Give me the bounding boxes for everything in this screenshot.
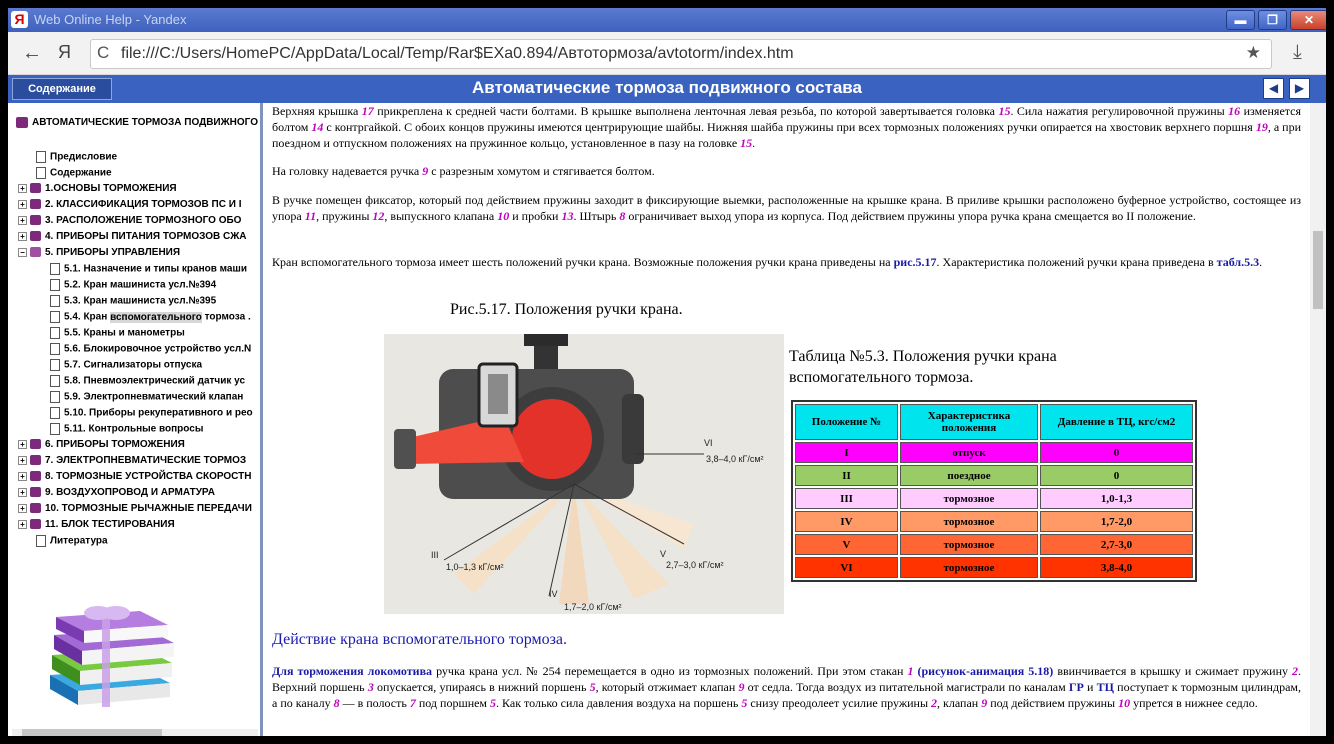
expand-icon[interactable]: + — [18, 232, 27, 241]
tree-item-5-9[interactable]: 5.9. Электропневматический клапан — [50, 391, 243, 407]
book-icon — [30, 471, 41, 481]
expand-icon[interactable]: + — [18, 200, 27, 209]
page-icon — [36, 535, 46, 547]
link-table-5-3[interactable]: табл.5.3 — [1216, 255, 1260, 269]
paragraph-4: Кран вспомогательного тормоза имеет шесть положений ручки крана. Возможные положения ручки крана приведены на рис.5.17. Характеристика положений ручки крана приведена в табл.5.3. — [272, 255, 1263, 269]
page-icon — [50, 407, 60, 419]
collapse-icon[interactable]: − — [18, 248, 27, 257]
sidebar-horizontal-scrollbar[interactable] — [12, 729, 258, 736]
link-tc[interactable]: ТЦ — [1096, 680, 1114, 694]
page-title: Автоматические тормоза подвижного состава — [472, 78, 862, 97]
tree-item-5-7[interactable]: 5.7. Сигнализаторы отпуска — [50, 359, 202, 375]
link-gr[interactable]: ГР — [1068, 680, 1084, 694]
tree-item-ch4[interactable]: + 4. ПРИБОРЫ ПИТАНИЯ ТОРМОЗОВ СЖА — [18, 231, 247, 247]
crane-illustration — [384, 334, 784, 614]
table-row: II поездное 0 — [795, 465, 1193, 486]
header-position: Положение № — [795, 404, 898, 440]
book-icon — [30, 231, 41, 241]
page-icon — [50, 423, 60, 435]
paragraph-3: В ручке помещен фиксатор, который под действием пружины заходит в фиксирующие выемки, расположенные на крышке крана. В приливе крышки расположено буферное устройство, состоящее из упора 11, пружины 12, выпускного клапана 10 и пробки 13. Штырь 8 ограничивает выход упора из корпуса. Под действием пружины упора ручка крана смещается во II положение. — [272, 193, 1301, 223]
tree-item-ch7[interactable]: + 7. ЭЛЕКТРОПНЕВМАТИЧЕСКИЕ ТОРМОЗ — [18, 455, 246, 471]
table-row: I отпуск 0 — [795, 442, 1193, 463]
page-icon — [50, 327, 60, 339]
tree-item-ch11[interactable]: + 11. БЛОК ТЕСТИРОВАНИЯ — [18, 519, 175, 535]
download-icon[interactable]: ⤓ — [1293, 41, 1302, 63]
scrollbar-thumb[interactable] — [22, 729, 162, 736]
table-row: IV тормозное 1,7-2,0 — [795, 511, 1193, 532]
next-page-icon[interactable]: ▶ — [1289, 78, 1310, 99]
page-icon — [36, 167, 46, 179]
tree-item-5-3[interactable]: 5.3. Кран машиниста усл.№395 — [50, 295, 216, 311]
link-animation-5-18[interactable]: (рисунок-анимация 5.18) — [913, 664, 1054, 678]
tree-item-ch1[interactable]: + 1.ОСНОВЫ ТОРМОЖЕНИЯ — [18, 183, 177, 199]
tree-item-5-1[interactable]: 5.1. Назначение и типы кранов маши — [50, 263, 247, 279]
main-content — [264, 103, 1310, 736]
section-heading: Действие крана вспомогательного тормоза. — [272, 631, 568, 648]
label-vi-value: 3,8–4,0 кГ/см² — [706, 454, 764, 464]
label-vi: VI — [704, 438, 713, 448]
tree-item-ch8[interactable]: + 8. ТОРМОЗНЫЕ УСТРОЙСТВА СКОРОСТН — [18, 471, 251, 487]
title-bar — [8, 8, 1326, 32]
tree-item-5-2[interactable]: 5.2. Кран машиниста усл.№394 — [50, 279, 216, 295]
bookmark-star-icon[interactable]: ★ — [1245, 43, 1261, 62]
table-row: III тормозное 1,0-1,3 — [795, 488, 1193, 509]
book-icon — [30, 183, 41, 193]
link-braking[interactable]: Для торможения локомотива — [272, 664, 433, 678]
header-pressure: Давление в ТЦ, кгс/см2 — [1040, 404, 1193, 440]
tree-item-ch2[interactable]: + 2. КЛАССИФИКАЦИЯ ТОРМОЗОВ ПС И I — [18, 199, 241, 215]
tree-item-ch5[interactable]: − 5. ПРИБОРЫ УПРАВЛЕНИЯ — [18, 247, 180, 263]
url-text[interactable]: file:///C:/Users/HomePC/AppData/Local/Temp/Rar$EXa0.894/Автотормоза/avtotorm/index.htm — [121, 45, 794, 62]
yandex-home-icon[interactable]: Я — [58, 42, 71, 62]
table-caption: Таблица №5.3. Положения ручки крана вспомогательного тормоза. — [789, 348, 1057, 386]
help-header — [8, 75, 1326, 103]
label-v-value: 2,7–3,0 кГ/см² — [666, 560, 724, 570]
url-field[interactable] — [90, 39, 1272, 69]
expand-icon[interactable]: + — [18, 456, 27, 465]
expand-icon[interactable]: + — [18, 216, 27, 225]
tree-item-ch10[interactable]: + 10. ТОРМОЗНЫЕ РЫЧАЖНЫЕ ПЕРЕДАЧИ — [18, 503, 252, 519]
content-vertical-scrollbar[interactable] — [1310, 103, 1326, 736]
page-icon — [50, 279, 60, 291]
tree-item-5-5[interactable]: 5.5. Краны и манометры — [50, 327, 185, 343]
expand-icon[interactable]: + — [18, 488, 27, 497]
tree-item-ch9[interactable]: + 9. ВОЗДУХОПРОВОД И АРМАТУРА — [18, 487, 215, 503]
yandex-logo-icon: Я — [11, 11, 28, 28]
header-characteristic: Характеристика положения — [900, 404, 1038, 440]
book-icon — [30, 215, 41, 225]
paragraph-2: На головку надевается ручка 9 с разрезным хомутом и стягивается болтом. — [272, 164, 655, 178]
tree-item-preface[interactable]: Предисловие — [36, 151, 117, 167]
page-icon — [50, 359, 60, 371]
contents-button[interactable]: Содержание — [12, 78, 112, 100]
positions-table — [791, 400, 1197, 582]
expand-icon[interactable]: + — [18, 440, 27, 449]
back-arrow-icon[interactable]: ← — [22, 42, 42, 64]
page-icon — [36, 151, 46, 163]
tree-item-ch3[interactable]: + 3. РАСПОЛОЖЕНИЕ ТОРМОЗНОГО ОБО — [18, 215, 241, 231]
reload-icon[interactable]: C — [97, 43, 110, 62]
table-header-row — [795, 404, 1193, 440]
book-icon — [30, 199, 41, 209]
page-icon — [50, 295, 60, 307]
page-icon — [50, 343, 60, 355]
book-icon — [30, 455, 41, 465]
page-icon — [50, 311, 60, 323]
label-iv-value: 1,7–2,0 кГ/см² — [564, 602, 622, 612]
book-icon — [30, 439, 41, 449]
paragraph-5: Для торможения локомотива ручка крана усл. № 254 перемещается в одно из тормозных положений. При этом стакан 1 (рисунок-анимация 5.18) ввинчивается в крышку и сжимает пружину 2. Верхний поршень 3 опускается, упираясь в нижний поршень 5, который отжимает клапан 9 от седла. Тогда воздух из питательной магистрали по каналам ГР и ТЦ поступает к тормозным цилиндрам, а по каналу 8 — в полость 7 под поршнем 5. Как только сила давления воздуха на поршень 5 снизу преодолеет усилие пружины 2, клапан 9 под действием пружины 10 упрется в нижнее седло. — [272, 664, 1302, 710]
crane-handle-photo — [384, 334, 784, 614]
expand-icon[interactable]: + — [18, 520, 27, 529]
address-bar — [8, 32, 1326, 75]
figure-caption: Рис.5.17. Положения ручки крана. — [450, 301, 683, 318]
expand-icon[interactable]: + — [18, 184, 27, 193]
tree-item-5-6[interactable]: 5.6. Блокировочное устройство усл.N — [50, 343, 251, 359]
scrollbar-thumb[interactable] — [1313, 231, 1323, 309]
paragraph-1: Верхняя крышка 17 прикреплена к средней части болтами. В крышке выполнена ленточная левая резьба, по которой завертывается головка 15. Сила нажатия регулировочной пружины 16 изменяется болтом 14 с контргайкой. С обоих концов пружины имеются центрирующие шайбы. Нижняя шайба пружины при всех тормозных положениях ручки опирается на хвостовик верхнего поршня 19, а при поездном и отпускном положениях на пружинное кольцо, установленное в пазу на головке 15. — [272, 104, 1302, 150]
table-row: VI тормозное 3,8-4,0 — [795, 557, 1193, 578]
window-title: Web Online Help - Yandex — [34, 12, 187, 27]
page-icon — [50, 375, 60, 387]
selected-highlight: вспомогательного — [110, 311, 202, 323]
minimize-button[interactable]: ▬ — [1226, 10, 1255, 30]
tree-root[interactable]: АВТОМАТИЧЕСКИЕ ТОРМОЗА ПОДВИЖНОГО — [16, 117, 258, 128]
tree-item-5-8[interactable]: 5.8. Пневмоэлектрический датчик ус — [50, 375, 245, 391]
tree-item-5-11[interactable]: 5.11. Контрольные вопросы — [50, 423, 203, 439]
link-fig-5-17[interactable]: рис.5.17 — [893, 255, 937, 269]
tree-item-contents[interactable]: Содержание — [36, 167, 112, 183]
tree-item-ch6[interactable]: + 6. ПРИБОРЫ ТОРМОЖЕНИЯ — [18, 439, 185, 455]
tree-item-5-10[interactable]: 5.10. Приборы рекуперативного и рео — [50, 407, 253, 423]
contents-sidebar — [8, 103, 263, 736]
table-row: V тормозное 2,7-3,0 — [795, 534, 1193, 555]
label-v: V — [660, 549, 667, 559]
label-iii: III — [431, 550, 439, 560]
prev-page-icon[interactable]: ◀ — [1263, 78, 1284, 99]
page-icon — [50, 391, 60, 403]
tree-item-literature[interactable]: Литература — [36, 535, 108, 551]
expand-icon[interactable]: + — [18, 472, 27, 481]
page-icon — [50, 263, 60, 275]
book-icon — [16, 117, 28, 128]
book-icon — [30, 503, 41, 513]
book-icon — [30, 519, 41, 529]
browser-window — [8, 8, 1326, 736]
tree-item-5-4[interactable]: 5.4. Кран вспомогательного тормоза . — [50, 311, 251, 327]
books-stack-icon — [42, 603, 182, 713]
label-iv: IV — [549, 589, 558, 599]
maximize-button[interactable]: ❐ — [1258, 10, 1287, 30]
book-icon — [30, 487, 41, 497]
close-button[interactable]: ✕ — [1290, 10, 1326, 30]
expand-icon[interactable]: + — [18, 504, 27, 513]
open-book-icon — [30, 247, 41, 257]
label-iii-value: 1,0–1,3 кГ/см² — [446, 562, 504, 572]
